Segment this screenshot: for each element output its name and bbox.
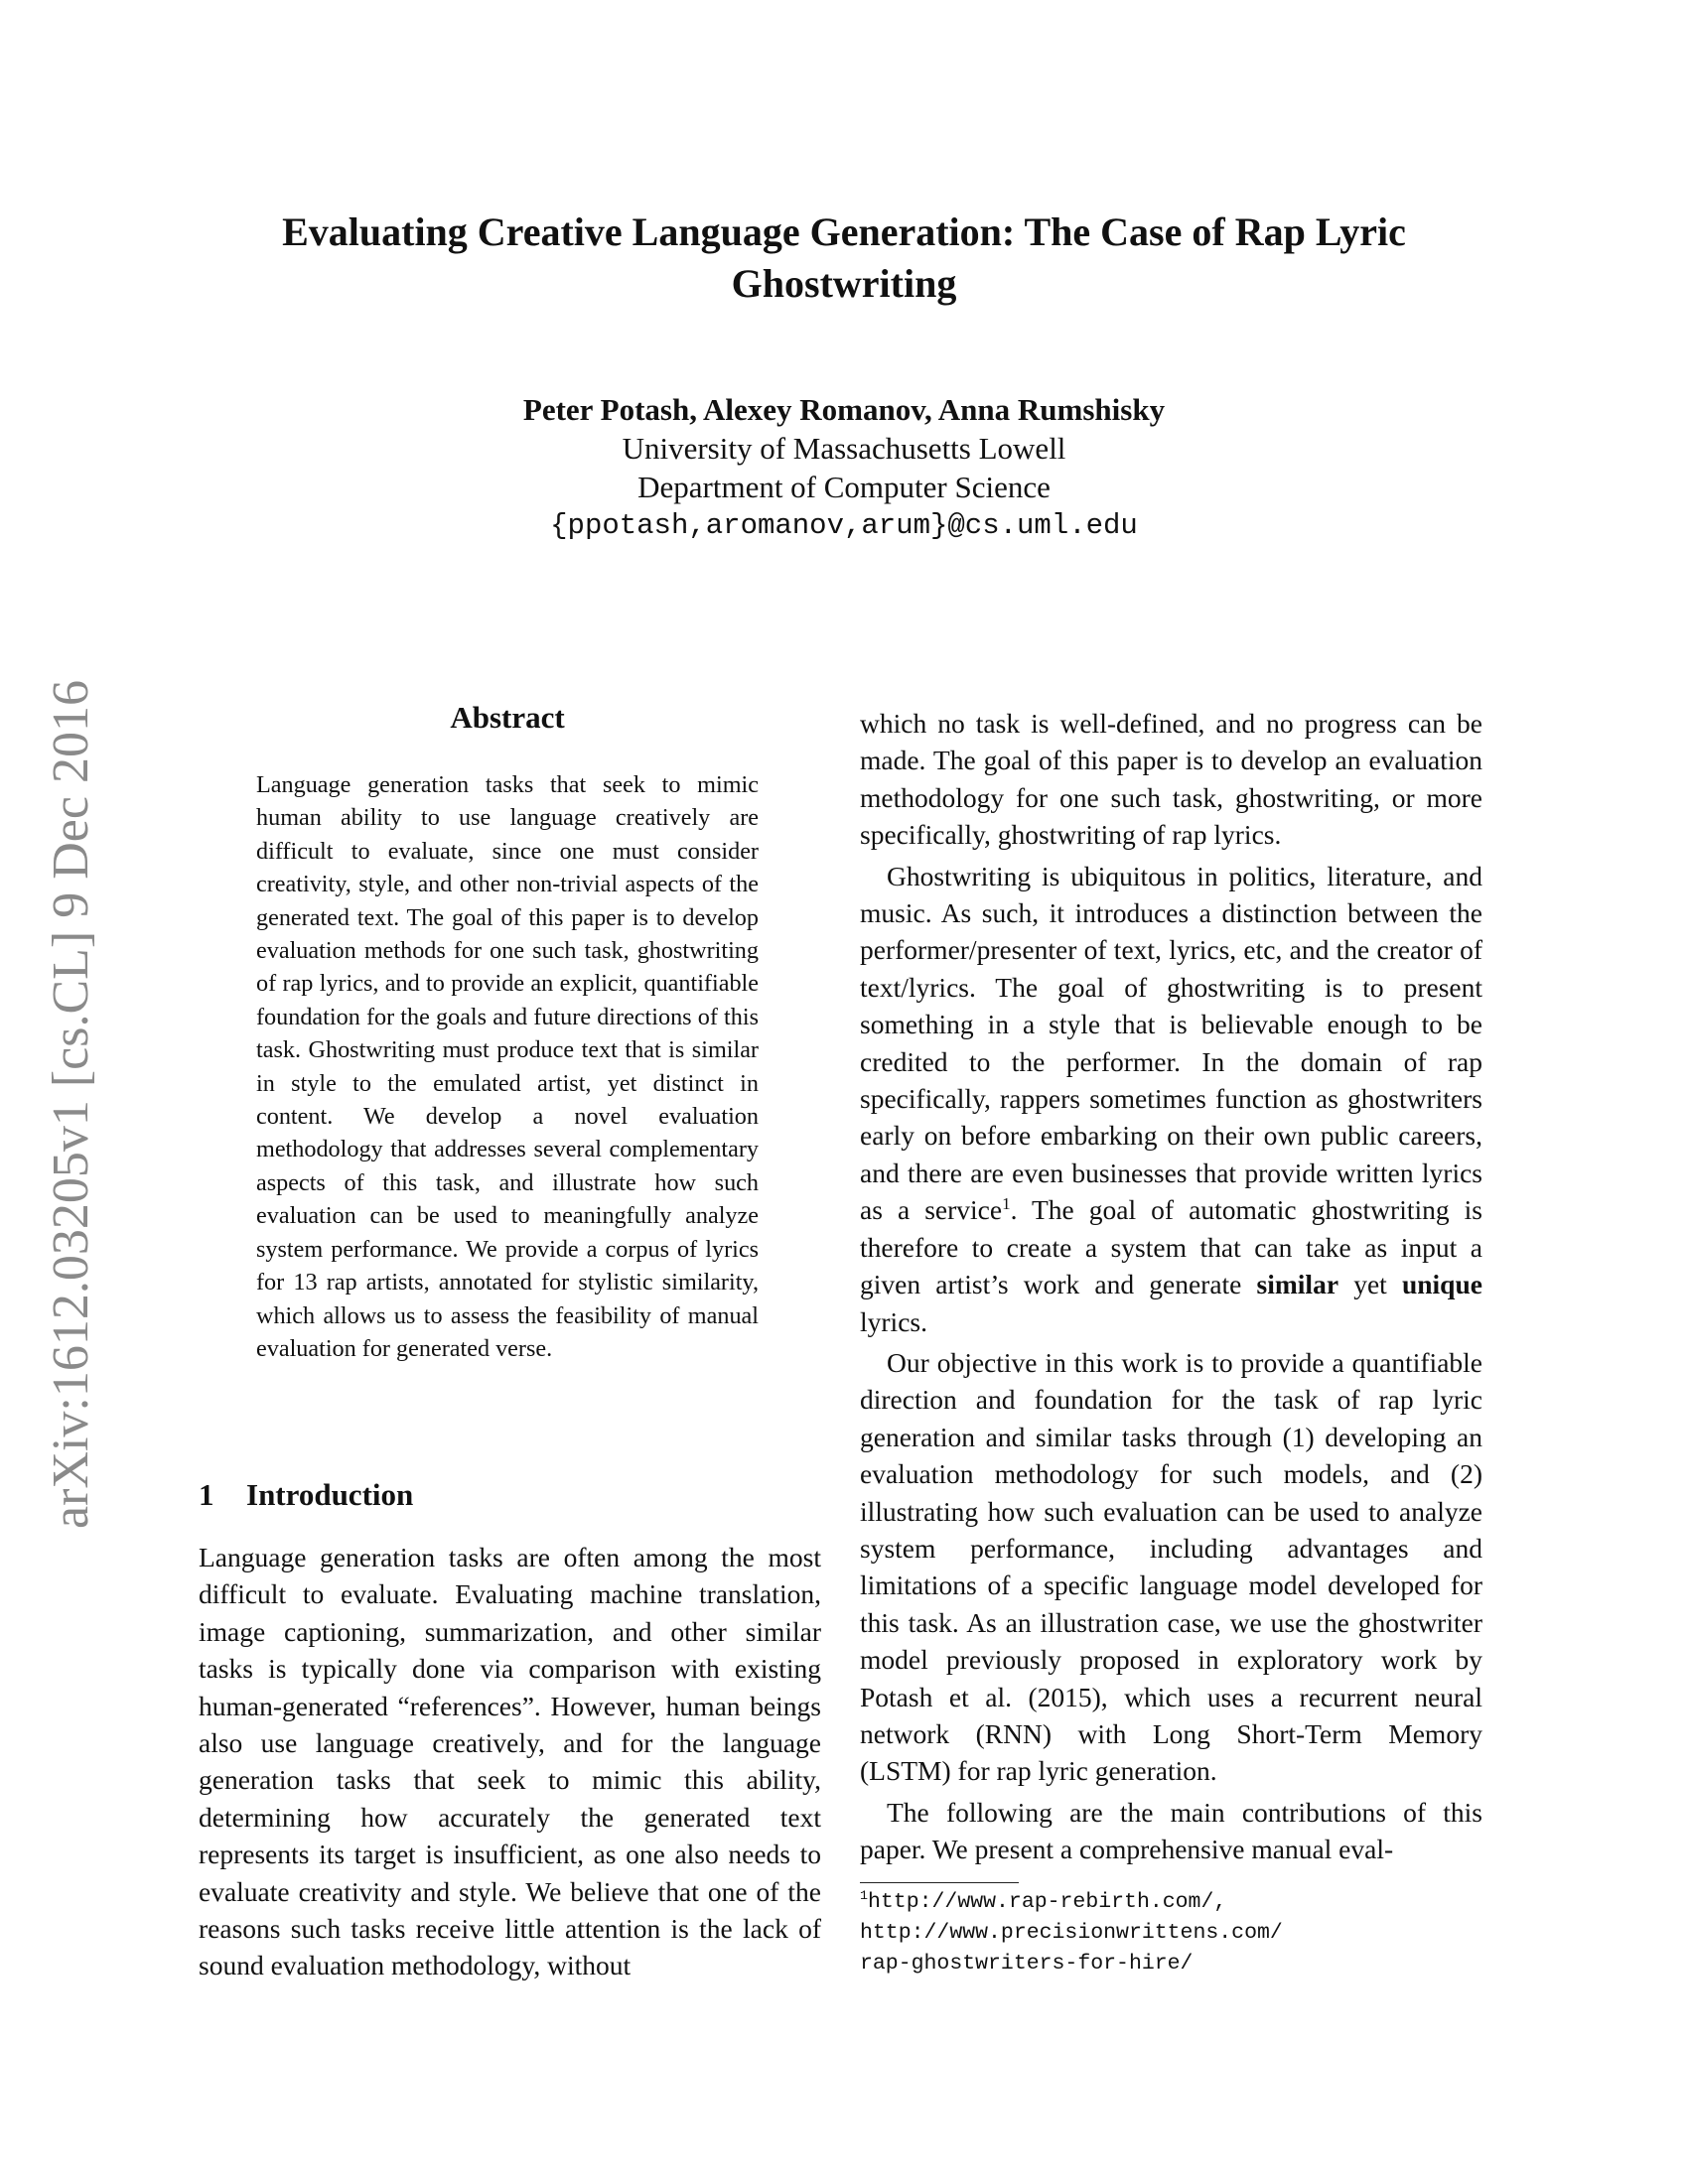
left-column-body: [199, 1539, 821, 1984]
footnote-url-3[interactable]: rap-ghostwriters-for-hire/: [860, 1952, 1194, 1976]
author-names: Peter Potash, Alexey Romanov, Anna Rumshisky: [522, 392, 1166, 427]
intro-paragraph-1: Language generation tasks are often among the most difficult to evaluate. Evaluating machine translation, image captioning, summarization, and other similar tasks is typically done via comparison with existing human-generated “references”. However, human beings also use language creatively, and for the language generation tasks that seek to mimic this ability, determining how accurately the generated text represents its target is insufficient, as one also needs to evaluate creativity and style. We believe that one of the reasons such tasks receive little attention is the lack of sound evaluation methodology, without: [199, 1542, 821, 1981]
intro-paragraph-4: The following are the main contributions of this paper. We present a comprehensive manual eval-: [860, 1796, 1482, 1865]
affiliation-department: Department of Computer Science: [637, 470, 1051, 504]
paragraph-text: Ghostwriting is ubiquitous in politics, literature, and music. As such, it introduces a distinction between the performer/presenter of text, lyrics, etc, and the creator of text/lyrics. The goal of ghostwriting is to present something in a style that is believable enough to be credited to the performer. In the domain of rap specifically, rappers sometimes function as ghostwriters early on before embarking on their own public careers, and there are even businesses that provide written lyrics as a service: [860, 860, 1482, 1226]
footnote-marker: 1: [1002, 1194, 1011, 1214]
section-number: 1: [199, 1477, 214, 1512]
title-line-1: Evaluating Creative Language Generation: The Case of Rap Lyric: [282, 209, 1406, 254]
section-title: Introduction: [246, 1477, 414, 1512]
paragraph-text: yet: [1338, 1269, 1402, 1300]
paragraph-text: lyrics.: [860, 1305, 927, 1337]
footnote-rule: [860, 1882, 1019, 1883]
arxiv-stamp: arXiv:1612.03205v1 [cs.CL] 9 Dec 2016: [43, 680, 99, 1529]
paragraph-text: . The goal of automatic ghostwriting is therefore to create a system that can take as input a given artist’s work and generate: [860, 1194, 1482, 1300]
emphasis-similar: similar: [1256, 1269, 1339, 1300]
emphasis-unique: unique: [1401, 1269, 1482, 1300]
right-column-body: [860, 705, 1482, 1868]
footnote-number: 1: [860, 1888, 868, 1904]
author-block: [199, 390, 1489, 545]
footnote: [860, 1887, 1495, 1979]
footnote-url-2[interactable]: http://www.precisionwrittens.com/: [860, 1921, 1283, 1945]
footnote-url-1[interactable]: http://www.rap-rebirth.com/,: [868, 1890, 1227, 1914]
title-line-2: Ghostwriting: [731, 261, 957, 306]
abstract-heading: Abstract: [450, 700, 565, 735]
intro-paragraph-3: Our objective in this work is to provide a quantifiable direction and foundation for the task of rap lyric generation and similar tasks through (1) developing an evaluation methodology for such models, and (2) illustrating how such evaluation can be used to analyze system performance, including advantages and limitations of a specific language model developed for this task. As an illustration case, we use the ghostwriter model previously proposed in exploratory work by Potash et al. (2015), which uses a recurrent neural network (RNN) with Long Short-Term Memory (LSTM) for rap lyric generation.: [860, 1346, 1482, 1787]
section-heading-introduction: [199, 1476, 814, 1514]
author-email: {ppotash,aromanov,arum}@cs.uml.edu: [550, 509, 1138, 542]
affiliation-university: University of Massachusetts Lowell: [622, 431, 1066, 466]
intro-paragraph-2: [860, 858, 1482, 1340]
abstract-text: Language generation tasks that seek to mimic human ability to use language creatively are difficult to evaluate, since one must consider creativity, style, and other non-trivial aspects of the generated text. The goal of this paper is to develop evaluation methods for one such task, ghostwriting of rap lyrics, and to provide an explicit, quantifiable foundation for the goals and future directions of this task. Ghostwriting must produce text that is similar in style to the emulated artist, yet distinct in content. We develop a novel evaluation methodology that addresses several complementary aspects of this task, and illustrate how such evaluation can be used to meaningfully analyze system performance. We provide a corpus of lyrics for 13 rap artists, annotated for stylistic similarity, which allows us to assess the feasibility of manual evaluation for generated verse.: [256, 771, 759, 1362]
intro-paragraph-1-continued: which no task is well-defined, and no progress can be made. The goal of this paper is to develop an evaluation methodology for one such task, ghostwriting, or more specifically, ghostwriting of rap lyrics.: [860, 708, 1482, 851]
paper-title: [199, 206, 1489, 310]
